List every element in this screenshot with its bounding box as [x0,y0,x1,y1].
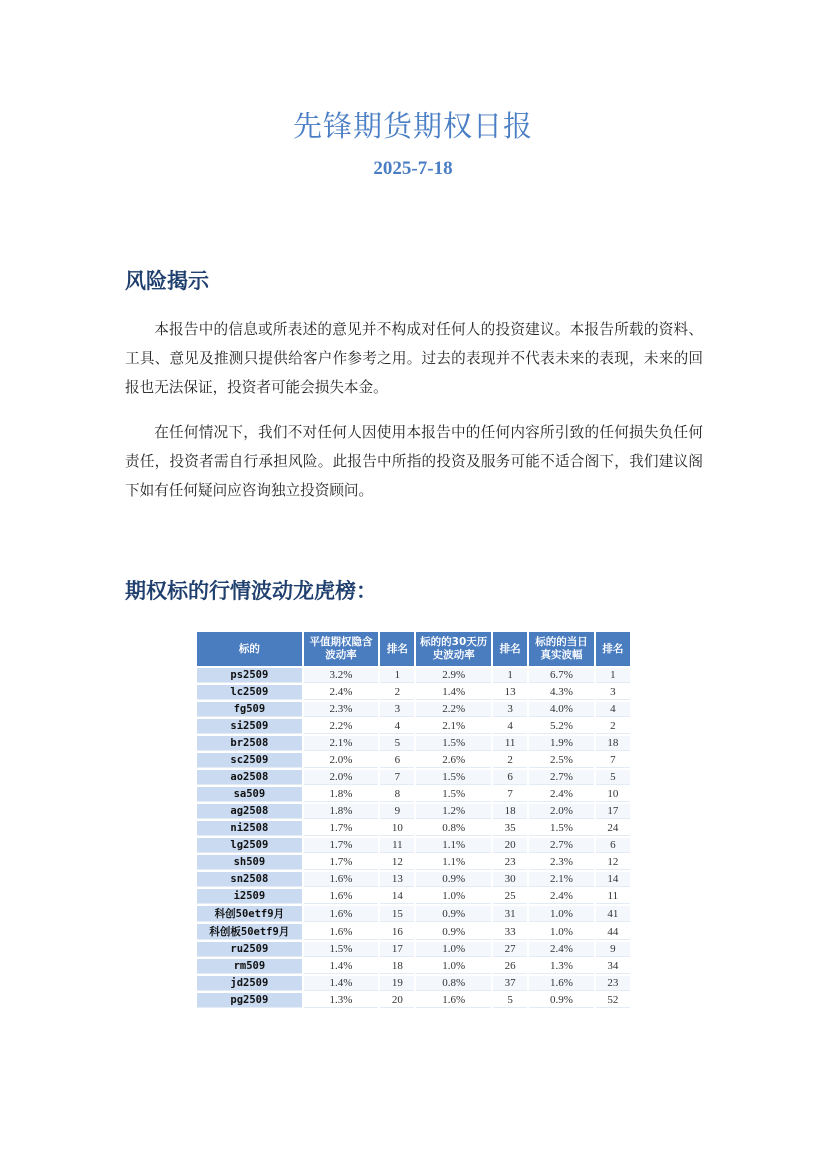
hv30-cell: 1.2% [416,804,491,819]
rank-cell: 13 [493,685,527,700]
atr-cell: 5.2% [529,719,593,734]
atm-iv-cell: 2.3% [304,702,379,717]
rank-cell: 31 [493,906,527,922]
hv30-cell: 2.2% [416,702,491,717]
rank-cell: 2 [493,753,527,768]
rank-cell: 7 [596,753,630,768]
atr-cell: 6.7% [529,668,593,683]
hv30-cell: 1.1% [416,855,491,870]
rank-cell: 17 [380,942,414,957]
hv30-cell: 1.6% [416,993,491,1008]
rank-cell: 6 [380,753,414,768]
table-row [197,787,630,802]
rank-cell: 12 [380,855,414,870]
hv30-cell: 1.5% [416,787,491,802]
risk-paragraph-2: 在任何情况下，我们不对任何人因使用本报告中的任何内容所引致的任何损失负任何责任，投资者需自行承担风险。此报告中所指的投资及服务可能不适合阁下，我们建议阁下如有任何疑问应咨询独立投资顾问。 [125,424,703,499]
rank-cell: 1 [493,668,527,683]
table-row [197,838,630,853]
rank-cell: 4 [380,719,414,734]
hv30-cell: 1.5% [416,770,491,785]
table-row [197,702,630,717]
column-header-rank: 排名 [380,632,414,666]
report-title: 先锋期货期权日报 [292,109,533,143]
table-row [197,753,630,768]
atm-iv-cell: 1.6% [304,872,379,887]
rank-cell: 11 [493,736,527,751]
atm-iv-cell: 2.0% [304,770,379,785]
underlying-cell: rm509 [197,959,302,974]
rank-cell: 1 [596,668,630,683]
atm-iv-cell: 3.2% [304,668,379,683]
column-header-atm-iv: 平值期权隐含波动率 [304,632,379,666]
rank-cell: 9 [380,804,414,819]
rank-cell: 20 [493,838,527,853]
hv30-cell: 1.4% [416,685,491,700]
rank-cell: 23 [596,976,630,991]
rank-cell: 5 [493,993,527,1008]
atr-cell: 2.3% [529,855,593,870]
atm-iv-cell: 1.3% [304,993,379,1008]
table-row [197,855,630,870]
rank-cell: 7 [493,787,527,802]
rank-cell: 7 [380,770,414,785]
rank-cell: 11 [596,889,630,904]
table-row [197,976,630,991]
rank-cell: 24 [596,821,630,836]
hv30-cell: 0.8% [416,821,491,836]
underlying-cell: lg2509 [197,838,302,853]
underlying-cell: ni2508 [197,821,302,836]
rank-cell: 4 [596,702,630,717]
underlying-cell: pg2509 [197,993,302,1008]
rank-cell: 44 [596,924,630,940]
rank-cell: 20 [380,993,414,1008]
rank-cell: 6 [493,770,527,785]
rank-cell: 9 [596,942,630,957]
rank-cell: 10 [596,787,630,802]
atr-cell: 2.5% [529,753,593,768]
column-header-rank: 排名 [493,632,527,666]
hv30-cell: 1.5% [416,736,491,751]
underlying-cell: 科创板50etf9月 [197,924,302,940]
underlying-cell: fg509 [197,702,302,717]
atm-iv-cell: 2.2% [304,719,379,734]
atm-iv-cell: 1.8% [304,804,379,819]
atm-iv-cell: 1.7% [304,838,379,853]
atr-cell: 2.4% [529,942,593,957]
column-header-hv30: 标的的30天历史波动率 [416,632,491,666]
underlying-cell: br2508 [197,736,302,751]
atm-iv-cell: 2.1% [304,736,379,751]
column-header-underlying: 标的 [197,632,302,666]
rank-cell: 10 [380,821,414,836]
table-row [197,770,630,785]
table-row [197,872,630,887]
rank-cell: 16 [380,924,414,940]
underlying-cell: si2509 [197,719,302,734]
atr-cell: 2.7% [529,770,593,785]
table-row [197,993,630,1008]
atr-cell: 2.0% [529,804,593,819]
rank-cell: 25 [493,889,527,904]
rank-cell: 23 [493,855,527,870]
rank-cell: 18 [493,804,527,819]
rank-cell: 1 [380,668,414,683]
rank-cell: 34 [596,959,630,974]
rank-cell: 12 [596,855,630,870]
table-header-row [197,632,630,666]
rank-cell: 5 [596,770,630,785]
rank-cell: 33 [493,924,527,940]
rank-cell: 15 [380,906,414,922]
hv30-cell: 1.0% [416,959,491,974]
atr-cell: 4.3% [529,685,593,700]
atm-iv-cell: 1.7% [304,855,379,870]
table-row [197,942,630,957]
column-header-rank: 排名 [596,632,630,666]
atr-cell: 2.4% [529,889,593,904]
risk-heading: 风险揭示 [125,269,209,293]
rank-cell: 13 [380,872,414,887]
rank-cell: 26 [493,959,527,974]
underlying-cell: jd2509 [197,976,302,991]
atr-cell: 2.7% [529,838,593,853]
table-row [197,924,630,940]
atr-cell: 1.5% [529,821,593,836]
hv30-cell: 1.0% [416,889,491,904]
underlying-cell: 科创50etf9月 [197,906,302,922]
atm-iv-cell: 1.4% [304,959,379,974]
atm-iv-cell: 1.8% [304,787,379,802]
hv30-cell: 1.0% [416,942,491,957]
underlying-cell: ps2509 [197,668,302,683]
rank-cell: 52 [596,993,630,1008]
atm-iv-cell: 1.6% [304,924,379,940]
hv30-cell: 0.8% [416,976,491,991]
atr-cell: 4.0% [529,702,593,717]
table-row [197,889,630,904]
atr-cell: 1.9% [529,736,593,751]
rank-cell: 3 [380,702,414,717]
rank-cell: 4 [493,719,527,734]
underlying-cell: i2509 [197,889,302,904]
volatility-board-heading: 期权标的行情波动龙虎榜： [125,579,377,603]
table-row [197,906,630,922]
atr-cell: 1.6% [529,976,593,991]
atr-cell: 1.0% [529,924,593,940]
atm-iv-cell: 2.4% [304,685,379,700]
atm-iv-cell: 2.0% [304,753,379,768]
rank-cell: 5 [380,736,414,751]
underlying-cell: ru2509 [197,942,302,957]
rank-cell: 41 [596,906,630,922]
hv30-cell: 2.9% [416,668,491,683]
hv30-cell: 0.9% [416,906,491,922]
rank-cell: 11 [380,838,414,853]
rank-cell: 18 [380,959,414,974]
rank-cell: 2 [596,719,630,734]
underlying-cell: sc2509 [197,753,302,768]
table-row [197,719,630,734]
rank-cell: 2 [380,685,414,700]
underlying-cell: sh509 [197,855,302,870]
underlying-cell: sn2508 [197,872,302,887]
atr-cell: 1.3% [529,959,593,974]
rank-cell: 30 [493,872,527,887]
hv30-cell: 1.1% [416,838,491,853]
rank-cell: 8 [380,787,414,802]
table-row [197,668,630,683]
underlying-cell: sa509 [197,787,302,802]
rank-cell: 3 [493,702,527,717]
atr-cell: 1.0% [529,906,593,922]
underlying-cell: lc2509 [197,685,302,700]
table-row [197,736,630,751]
rank-cell: 14 [596,872,630,887]
hv30-cell: 0.9% [416,924,491,940]
rank-cell: 19 [380,976,414,991]
rank-cell: 35 [493,821,527,836]
column-header-atr: 标的的当日真实波幅 [529,632,593,666]
hv30-cell: 2.1% [416,719,491,734]
risk-paragraph-1: 本报告中的信息或所表述的意见并不构成对任何人的投资建议。本报告所载的资料、工具、意见及推测只提供给客户作参考之用。过去的表现并不代表未来的表现，未来的回报也无法保证，投资者可能会损失本金。 [125,321,703,396]
atm-iv-cell: 1.4% [304,976,379,991]
atm-iv-cell: 1.7% [304,821,379,836]
rank-cell: 27 [493,942,527,957]
rank-cell: 37 [493,976,527,991]
underlying-cell: ag2508 [197,804,302,819]
rank-cell: 6 [596,838,630,853]
atm-iv-cell: 1.6% [304,906,379,922]
atr-cell: 2.4% [529,787,593,802]
atr-cell: 0.9% [529,993,593,1008]
table-body [197,668,630,1008]
hv30-cell: 2.6% [416,753,491,768]
table-row [197,959,630,974]
table-row [197,821,630,836]
table-row [197,804,630,819]
rank-cell: 18 [596,736,630,751]
atm-iv-cell: 1.5% [304,942,379,957]
volatility-ranking-table [195,630,632,1010]
report-date: 2025-7-18 [373,158,453,179]
rank-cell: 3 [596,685,630,700]
table-row [197,685,630,700]
hv30-cell: 0.9% [416,872,491,887]
underlying-cell: ao2508 [197,770,302,785]
atm-iv-cell: 1.6% [304,889,379,904]
rank-cell: 17 [596,804,630,819]
rank-cell: 14 [380,889,414,904]
atr-cell: 2.1% [529,872,593,887]
